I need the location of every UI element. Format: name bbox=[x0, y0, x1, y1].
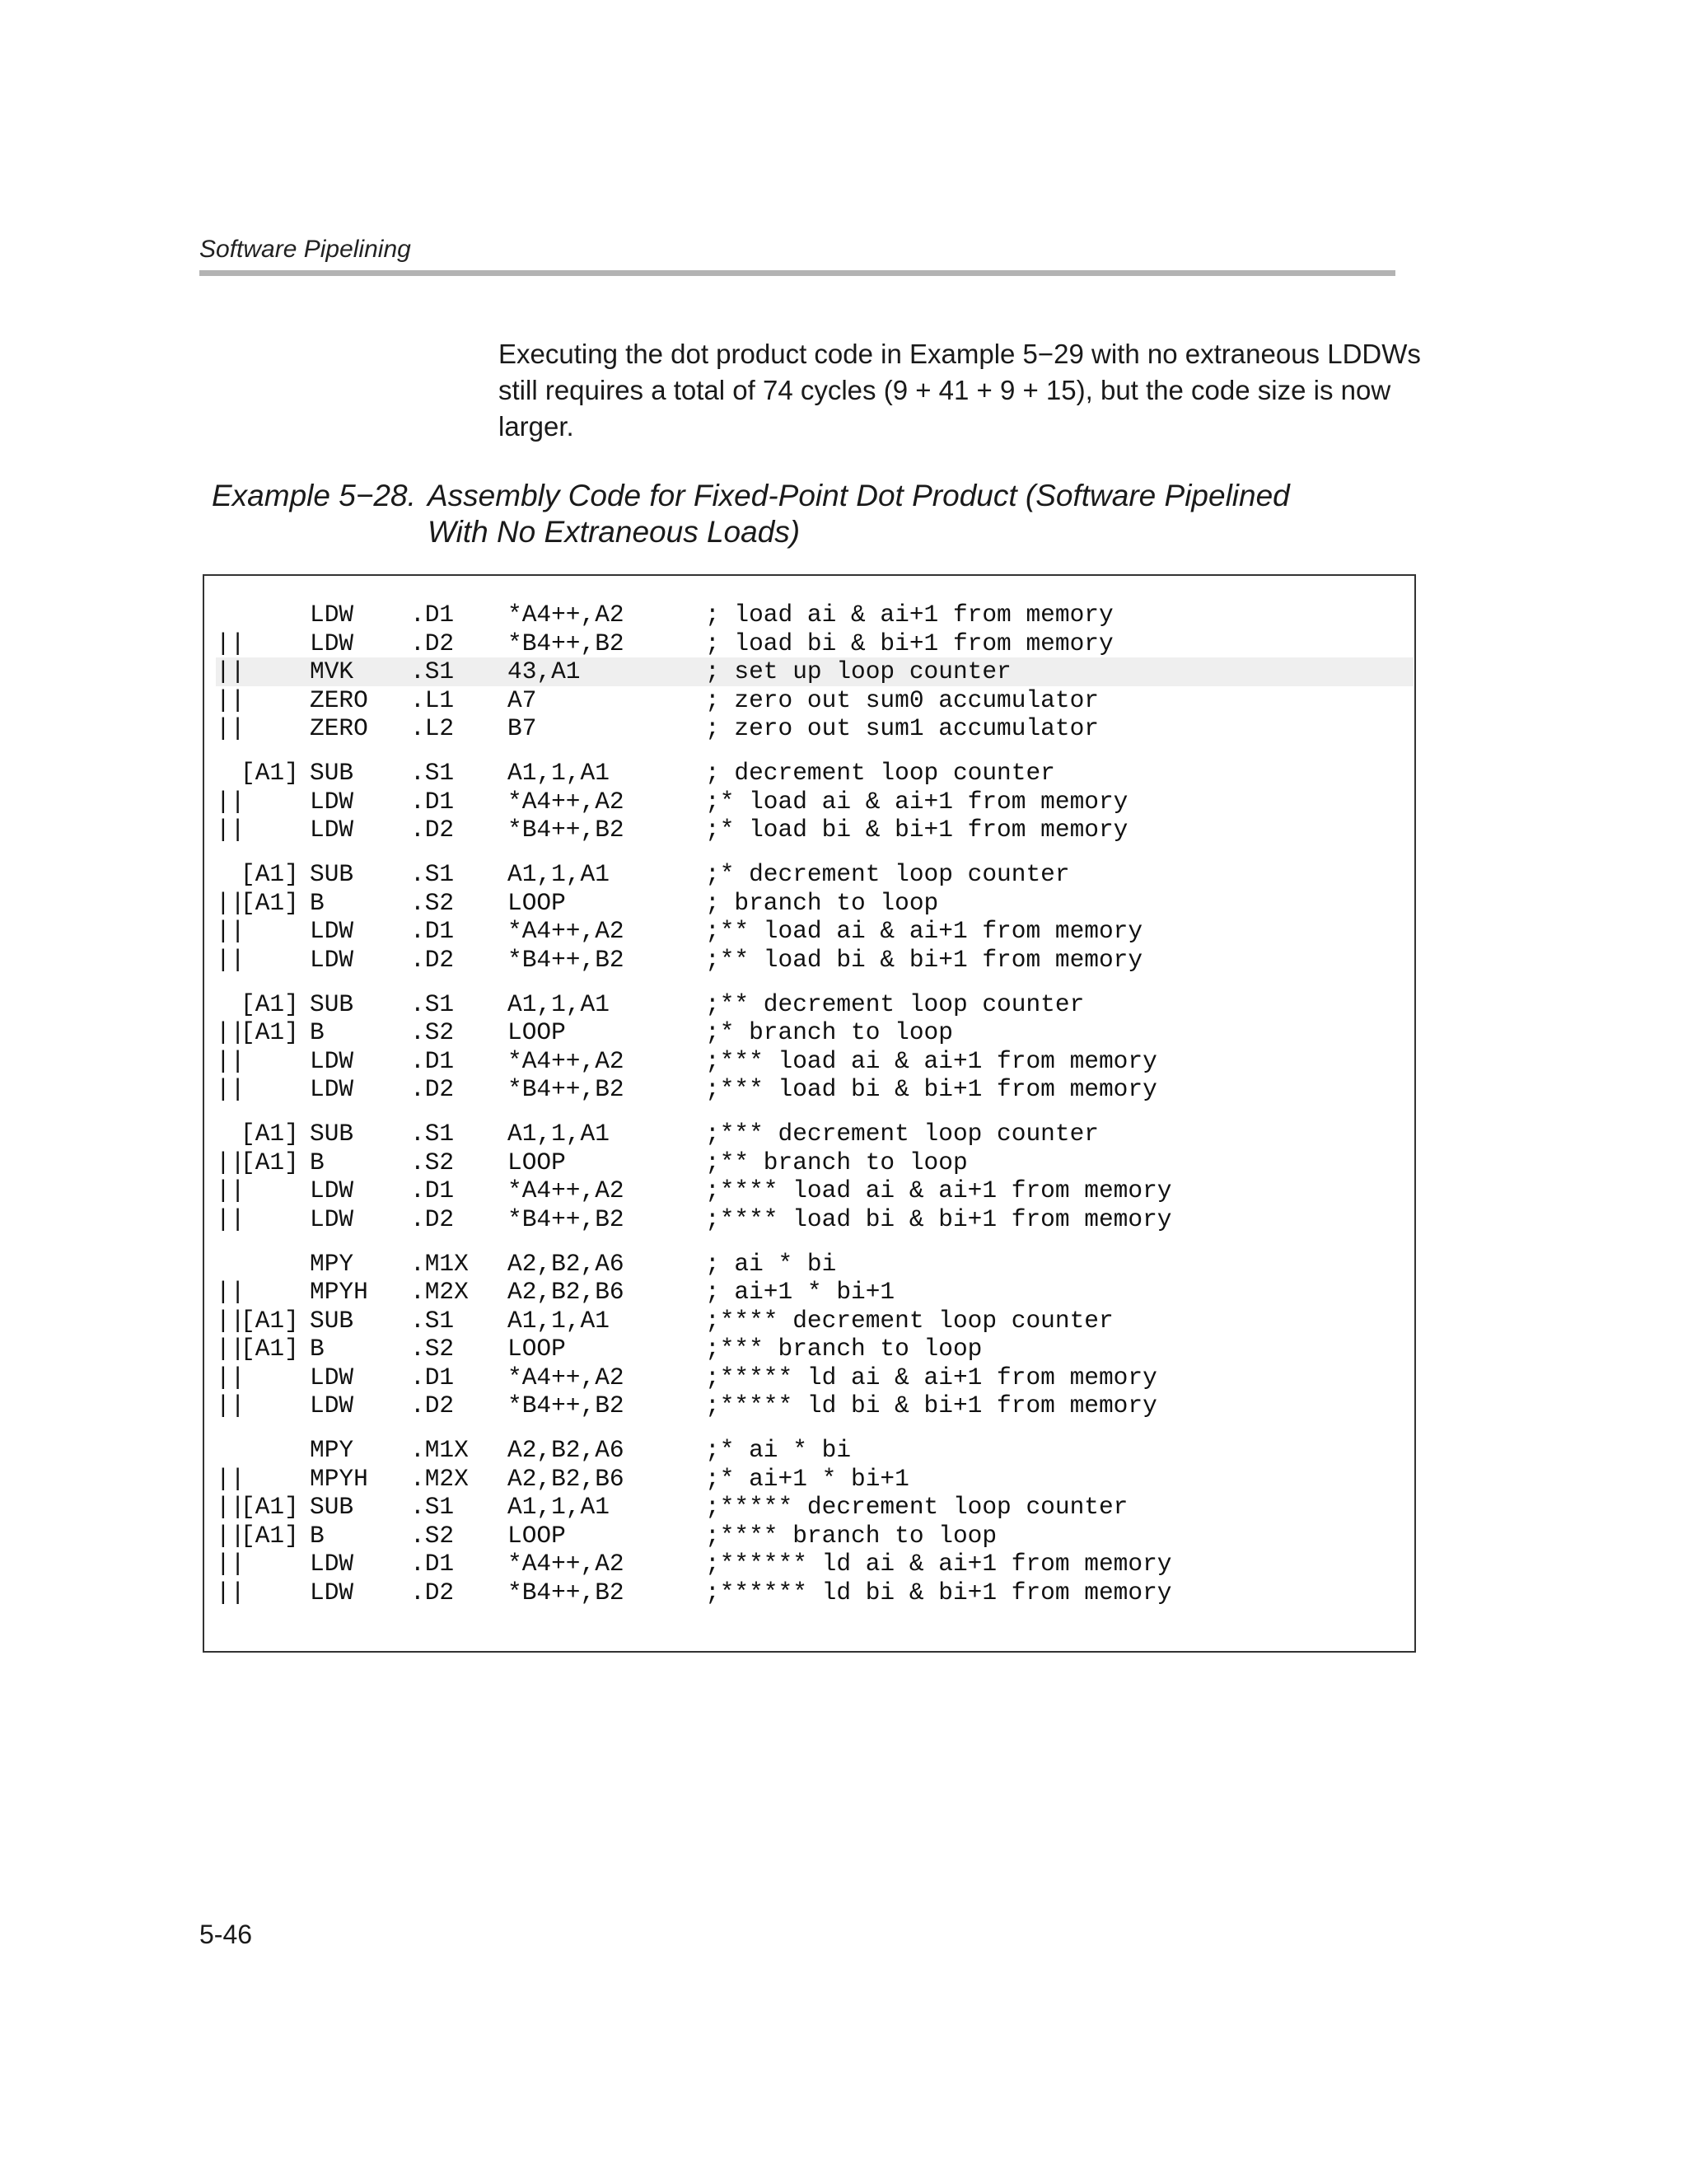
parallel-bars: || bbox=[216, 1550, 245, 1578]
running-header: Software Pipelining bbox=[199, 236, 411, 263]
opcode: B bbox=[310, 1148, 325, 1176]
code-comment: ;* ai * bi bbox=[705, 1436, 852, 1464]
predicate: [A1] bbox=[241, 1148, 299, 1176]
code-line bbox=[216, 788, 1402, 816]
opcode: MPYH bbox=[310, 1278, 368, 1306]
opcode: MPY bbox=[310, 1436, 354, 1464]
code-line bbox=[216, 1176, 1402, 1205]
code-listing bbox=[216, 601, 1402, 1606]
operands: A1,1,A1 bbox=[507, 1306, 610, 1335]
operands: A1,1,A1 bbox=[507, 759, 610, 787]
functional-unit: .S1 bbox=[410, 860, 455, 888]
caption-title-line-1: Assembly Code for Fixed-Point Dot Product (Software Pipelined bbox=[428, 479, 1290, 512]
operands: *B4++,B2 bbox=[507, 1391, 624, 1419]
functional-unit: .S1 bbox=[410, 1120, 455, 1148]
functional-unit: .M1X bbox=[410, 1436, 469, 1464]
code-line bbox=[216, 1250, 1402, 1279]
code-line bbox=[216, 714, 1402, 743]
code-comment: ; ai * bi bbox=[705, 1249, 837, 1278]
parallel-bars: || bbox=[216, 945, 245, 974]
opcode: MPY bbox=[310, 1249, 354, 1278]
parallel-bars: || bbox=[216, 1306, 245, 1335]
functional-unit: .L2 bbox=[410, 714, 455, 742]
functional-unit: .D2 bbox=[410, 816, 455, 844]
opcode: LDW bbox=[310, 1550, 354, 1578]
functional-unit: .S1 bbox=[410, 1493, 455, 1521]
operands: *A4++,A2 bbox=[507, 1363, 624, 1391]
code-line bbox=[216, 686, 1402, 715]
opcode: SUB bbox=[310, 989, 354, 1018]
intro-paragraph: Executing the dot product code in Example 5−29 with no extraneous LDDWs still requires a total of 74 cycles (9 + 41 + 9 + 15), but the code size is now larger. bbox=[498, 339, 1421, 442]
code-comment: ;****** ld ai & ai+1 from memory bbox=[705, 1550, 1172, 1578]
parallel-bars: || bbox=[216, 1046, 245, 1075]
opcode: B bbox=[310, 888, 325, 917]
code-line bbox=[216, 1307, 1402, 1335]
parallel-bars: || bbox=[216, 1204, 245, 1233]
opcode: LDW bbox=[310, 1391, 354, 1419]
functional-unit: .S2 bbox=[410, 1521, 455, 1550]
predicate: [A1] bbox=[241, 1521, 299, 1550]
opcode: B bbox=[310, 1335, 325, 1363]
opcode: LDW bbox=[310, 1363, 354, 1391]
parallel-bars: || bbox=[216, 1148, 245, 1176]
parallel-bars: || bbox=[216, 1075, 245, 1103]
functional-unit: .S2 bbox=[410, 888, 455, 917]
opcode: LDW bbox=[310, 816, 354, 844]
operands: B7 bbox=[507, 714, 537, 742]
code-comment: ;****** ld bi & bi+1 from memory bbox=[705, 1578, 1172, 1606]
functional-unit: .S1 bbox=[410, 759, 455, 787]
operands: *A4++,A2 bbox=[507, 601, 624, 629]
operands: A1,1,A1 bbox=[507, 860, 610, 888]
code-line bbox=[216, 601, 1402, 629]
parallel-bars: || bbox=[216, 1335, 245, 1363]
opcode: LDW bbox=[310, 1578, 354, 1606]
code-comment: ;* ai+1 * bi+1 bbox=[705, 1464, 909, 1493]
code-comment: ; zero out sum0 accumulator bbox=[705, 685, 1099, 714]
parallel-bars: || bbox=[216, 714, 245, 742]
block-gap bbox=[216, 743, 1402, 760]
predicate: [A1] bbox=[241, 1493, 299, 1521]
parallel-bars: || bbox=[216, 1363, 245, 1391]
functional-unit: .D1 bbox=[410, 917, 455, 945]
parallel-bars: || bbox=[216, 1278, 245, 1306]
code-line bbox=[216, 990, 1402, 1019]
functional-unit: .D1 bbox=[410, 1046, 455, 1075]
operands: *A4++,A2 bbox=[507, 1550, 624, 1578]
functional-unit: .D1 bbox=[410, 1363, 455, 1391]
code-comment: ;**** decrement loop counter bbox=[705, 1306, 1114, 1335]
code-comment: ;*** branch to loop bbox=[705, 1335, 983, 1363]
operands: 43,A1 bbox=[507, 657, 581, 685]
parallel-bars: || bbox=[216, 1521, 245, 1550]
parallel-bars: || bbox=[216, 1018, 245, 1046]
block-gap bbox=[216, 844, 1402, 861]
operands: LOOP bbox=[507, 888, 566, 917]
code-comment: ;*** load bi & bi+1 from memory bbox=[705, 1075, 1157, 1103]
block-gap bbox=[216, 974, 1402, 990]
opcode: SUB bbox=[310, 1120, 354, 1148]
code-comment: ; zero out sum1 accumulator bbox=[705, 714, 1099, 742]
code-line bbox=[216, 946, 1402, 975]
parallel-bars: || bbox=[216, 1464, 245, 1493]
functional-unit: .S1 bbox=[410, 657, 455, 685]
code-comment: ; branch to loop bbox=[705, 888, 939, 917]
operands: LOOP bbox=[507, 1521, 566, 1550]
opcode: LDW bbox=[310, 917, 354, 945]
code-line bbox=[216, 1465, 1402, 1494]
code-line bbox=[216, 1148, 1402, 1177]
opcode: SUB bbox=[310, 1493, 354, 1521]
functional-unit: .S2 bbox=[410, 1148, 455, 1176]
code-comment: ;**** branch to loop bbox=[705, 1521, 998, 1550]
code-comment: ;* load ai & ai+1 from memory bbox=[705, 787, 1129, 816]
code-comment: ;**** load ai & ai+1 from memory bbox=[705, 1176, 1172, 1204]
predicate: [A1] bbox=[241, 1120, 299, 1148]
code-line bbox=[216, 1493, 1402, 1522]
code-comment: ;***** decrement loop counter bbox=[705, 1493, 1129, 1521]
functional-unit: .D1 bbox=[410, 601, 455, 629]
block-gap bbox=[216, 1420, 1402, 1437]
code-line bbox=[216, 1335, 1402, 1363]
operands: *B4++,B2 bbox=[507, 945, 624, 974]
opcode: SUB bbox=[310, 860, 354, 888]
opcode: SUB bbox=[310, 1306, 354, 1335]
code-comment: ;** load ai & ai+1 from memory bbox=[705, 917, 1143, 945]
code-line bbox=[216, 1075, 1402, 1104]
opcode: LDW bbox=[310, 945, 354, 974]
functional-unit: .M1X bbox=[410, 1249, 469, 1278]
predicate: [A1] bbox=[241, 860, 299, 888]
code-listing-box bbox=[203, 574, 1416, 1653]
operands: A2,B2,B6 bbox=[507, 1464, 624, 1493]
predicate: [A1] bbox=[241, 1018, 299, 1046]
operands: A1,1,A1 bbox=[507, 1120, 610, 1148]
opcode: B bbox=[310, 1018, 325, 1046]
operands: *B4++,B2 bbox=[507, 1578, 624, 1606]
parallel-bars: || bbox=[216, 657, 245, 685]
functional-unit: .D2 bbox=[410, 1075, 455, 1103]
opcode: SUB bbox=[310, 759, 354, 787]
code-line bbox=[216, 657, 1414, 686]
functional-unit: .D1 bbox=[410, 1176, 455, 1204]
opcode: LDW bbox=[310, 601, 354, 629]
header-rule bbox=[199, 270, 1395, 276]
predicate: [A1] bbox=[241, 1306, 299, 1335]
predicate: [A1] bbox=[241, 759, 299, 787]
code-comment: ; load ai & ai+1 from memory bbox=[705, 601, 1114, 629]
opcode: LDW bbox=[310, 1075, 354, 1103]
parallel-bars: || bbox=[216, 816, 245, 844]
functional-unit: .S2 bbox=[410, 1335, 455, 1363]
operands: A1,1,A1 bbox=[507, 1493, 610, 1521]
code-line bbox=[216, 889, 1402, 918]
functional-unit: .D2 bbox=[410, 1391, 455, 1419]
code-line bbox=[216, 816, 1402, 844]
opcode: LDW bbox=[310, 1176, 354, 1204]
operands: A2,B2,A6 bbox=[507, 1436, 624, 1464]
code-line bbox=[216, 1047, 1402, 1076]
parallel-bars: || bbox=[216, 917, 245, 945]
operands: A7 bbox=[507, 685, 537, 714]
code-line bbox=[216, 1205, 1402, 1234]
opcode: LDW bbox=[310, 1046, 354, 1075]
opcode: ZERO bbox=[310, 685, 368, 714]
code-comment: ;** decrement loop counter bbox=[705, 989, 1085, 1018]
functional-unit: .M2X bbox=[410, 1278, 469, 1306]
code-comment: ;* decrement loop counter bbox=[705, 860, 1070, 888]
parallel-bars: || bbox=[216, 1578, 245, 1606]
code-line bbox=[216, 860, 1402, 889]
code-comment: ;*** load ai & ai+1 from memory bbox=[705, 1046, 1157, 1075]
operands: *B4++,B2 bbox=[507, 1075, 624, 1103]
operands: *A4++,A2 bbox=[507, 1046, 624, 1075]
parallel-bars: || bbox=[216, 1391, 245, 1419]
operands: A2,B2,B6 bbox=[507, 1278, 624, 1306]
code-line bbox=[216, 1522, 1402, 1550]
code-line bbox=[216, 759, 1402, 788]
parallel-bars: || bbox=[216, 787, 245, 816]
operands: A2,B2,A6 bbox=[507, 1249, 624, 1278]
parallel-bars: || bbox=[216, 888, 245, 917]
code-comment: ;* branch to loop bbox=[705, 1018, 953, 1046]
code-comment: ;** branch to loop bbox=[705, 1148, 968, 1176]
operands: LOOP bbox=[507, 1018, 566, 1046]
functional-unit: .D2 bbox=[410, 945, 455, 974]
functional-unit: .D1 bbox=[410, 787, 455, 816]
block-gap bbox=[216, 1233, 1402, 1250]
code-comment: ;**** load bi & bi+1 from memory bbox=[705, 1204, 1172, 1233]
caption-line-1 bbox=[212, 478, 1290, 514]
example-caption bbox=[212, 478, 1290, 550]
predicate: [A1] bbox=[241, 1335, 299, 1363]
caption-title-line-2: With No Extraneous Loads) bbox=[428, 515, 801, 549]
functional-unit: .D2 bbox=[410, 629, 455, 657]
operands: *B4++,B2 bbox=[507, 816, 624, 844]
operands: LOOP bbox=[507, 1335, 566, 1363]
operands: LOOP bbox=[507, 1148, 566, 1176]
code-line bbox=[216, 629, 1402, 658]
code-comment: ;***** ld bi & bi+1 from memory bbox=[705, 1391, 1157, 1419]
opcode: MPYH bbox=[310, 1464, 368, 1493]
opcode: LDW bbox=[310, 629, 354, 657]
code-comment: ;*** decrement loop counter bbox=[705, 1120, 1099, 1148]
operands: *B4++,B2 bbox=[507, 629, 624, 657]
code-comment: ; load bi & bi+1 from memory bbox=[705, 629, 1114, 657]
predicate: [A1] bbox=[241, 888, 299, 917]
parallel-bars: || bbox=[216, 629, 245, 657]
code-line bbox=[216, 1436, 1402, 1465]
operands: *B4++,B2 bbox=[507, 1204, 624, 1233]
operands: *A4++,A2 bbox=[507, 917, 624, 945]
code-line bbox=[216, 1018, 1402, 1047]
caption-label: Example 5−28. bbox=[212, 479, 416, 512]
parallel-bars: || bbox=[216, 685, 245, 714]
block-gap bbox=[216, 1104, 1402, 1120]
functional-unit: .D2 bbox=[410, 1578, 455, 1606]
functional-unit: .D2 bbox=[410, 1204, 455, 1233]
code-line bbox=[216, 1550, 1402, 1578]
opcode: ZERO bbox=[310, 714, 368, 742]
code-comment: ; set up loop counter bbox=[705, 657, 1012, 685]
page-number: 5-46 bbox=[199, 1920, 253, 1949]
code-line bbox=[216, 1578, 1402, 1607]
operands: A1,1,A1 bbox=[507, 989, 610, 1018]
code-comment: ; decrement loop counter bbox=[705, 759, 1055, 787]
opcode: MVK bbox=[310, 657, 354, 685]
functional-unit: .S1 bbox=[410, 989, 455, 1018]
opcode: LDW bbox=[310, 1204, 354, 1233]
code-line bbox=[216, 1391, 1402, 1420]
code-line bbox=[216, 917, 1402, 946]
code-line bbox=[216, 1278, 1402, 1307]
functional-unit: .L1 bbox=[410, 685, 455, 714]
parallel-bars: || bbox=[216, 1493, 245, 1521]
code-comment: ;* load bi & bi+1 from memory bbox=[705, 816, 1129, 844]
functional-unit: .M2X bbox=[410, 1464, 469, 1493]
code-line bbox=[216, 1363, 1402, 1392]
functional-unit: .D1 bbox=[410, 1550, 455, 1578]
operands: *A4++,A2 bbox=[507, 1176, 624, 1204]
code-comment: ; ai+1 * bi+1 bbox=[705, 1278, 895, 1306]
operands: *A4++,A2 bbox=[507, 787, 624, 816]
opcode: LDW bbox=[310, 787, 354, 816]
functional-unit: .S1 bbox=[410, 1306, 455, 1335]
code-line bbox=[216, 1120, 1402, 1148]
opcode: B bbox=[310, 1521, 325, 1550]
code-comment: ;** load bi & bi+1 from memory bbox=[705, 945, 1143, 974]
parallel-bars: || bbox=[216, 1176, 245, 1204]
code-comment: ;***** ld ai & ai+1 from memory bbox=[705, 1363, 1157, 1391]
predicate: [A1] bbox=[241, 989, 299, 1018]
functional-unit: .S2 bbox=[410, 1018, 455, 1046]
